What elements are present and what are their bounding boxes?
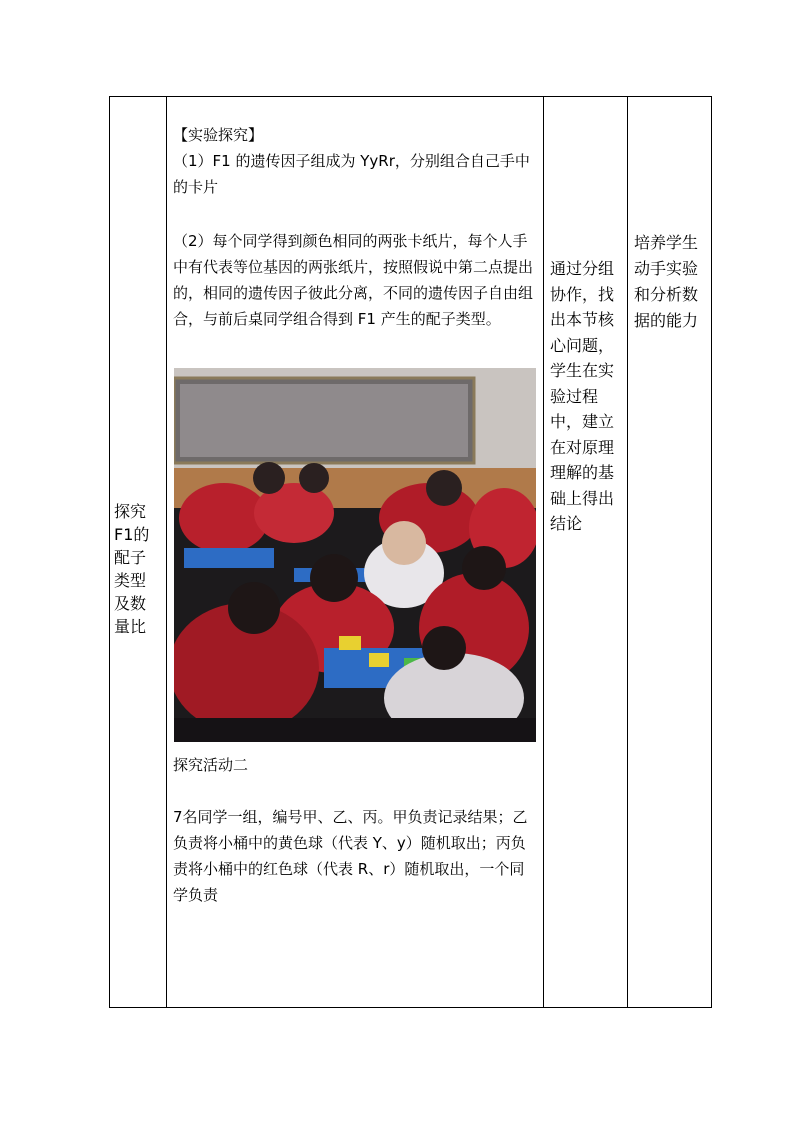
classroom-photo-icon [174, 368, 536, 742]
row-label-cell [110, 96, 167, 1007]
row-label: 探究F1的配子类型及数量比 [114, 502, 150, 636]
classroom-photo [174, 368, 536, 742]
student-activity-cell [543, 96, 627, 1007]
step-2-text: （2）每个同学得到颜色相同的两张卡纸片，每个人手中有代表等位基因的两张纸片，按照假说中第二点提出的，相同的遗传因子彼此分离，不同的遗传因子自由组合，与前后桌同学组合得到 F1 产生的配子类型。 [173, 232, 534, 328]
table-border-right [711, 96, 712, 1008]
activity-text: 7名同学一组，编号甲、乙、丙。甲负责记录结果；乙负责将小桶中的黄色球（代表 Y、y）随机取出；丙负责将小桶中的红色球（代表 R、r）随机取出，一个同学负责 [173, 808, 528, 904]
content-cell [167, 96, 543, 1007]
experiment-heading: 【实验探究】 [173, 126, 264, 144]
design-intent-cell [627, 96, 711, 1007]
student-activity-text: 通过分组协作，找出本节核心问题，学生在实验过程中，建立在对原理理解的基础上得出结论 [550, 259, 615, 533]
design-intent-text: 培养学生动手实验和分析数据的能力 [634, 233, 699, 330]
table-border-bottom [109, 1007, 712, 1008]
step-1-text: （1）F1 的遗传因子组成为 YyRr，分别组合自己手中的卡片 [173, 152, 530, 196]
activity-title: 探究活动二 [173, 756, 249, 774]
